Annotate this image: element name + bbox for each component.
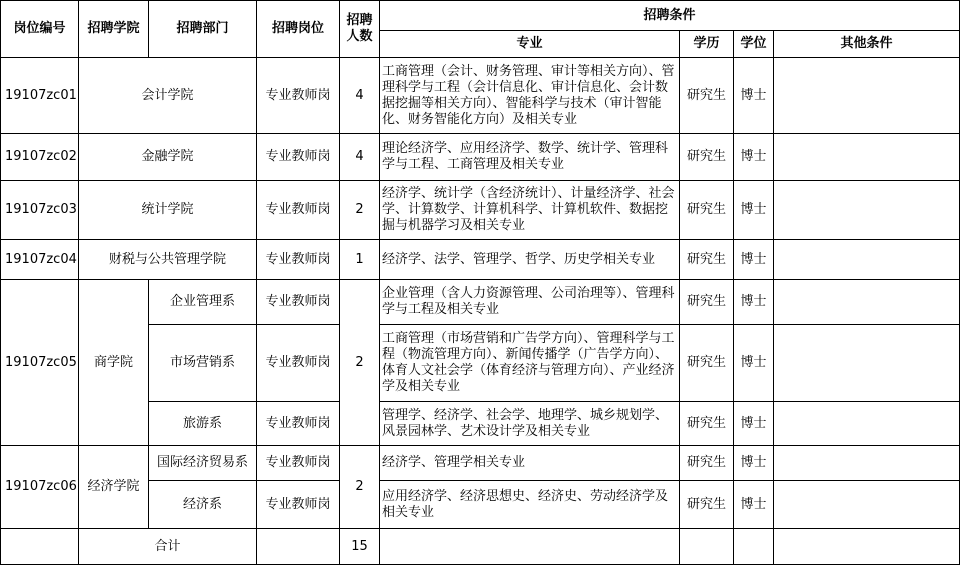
position: 专业教师岗 [257,58,340,134]
degree: 博士 [734,181,774,240]
major: 工商管理（市场营销和广告学方向）、管理科学与工程（物流管理方向）、新闻传播学（广告学方向）、体育人文社会学（体育经济与管理方向）、产业经济学及相关专业 [380,325,680,402]
count: 2 [340,181,380,240]
other-conditions [774,240,960,280]
major: 工商管理（会计、财务管理、审计等相关方向）、管理科学与工程（会计信息化、审计信息化、会计数据挖掘等相关方向）、智能科学与技术（审计智能化、财务智能化方向）及相关专业 [380,58,680,134]
total-row [1,529,960,565]
education: 研究生 [680,181,734,240]
header-college: 招聘学院 [79,1,149,58]
other-conditions [774,446,960,481]
major: 经济学、法学、管理学、哲学、历史学相关专业 [380,240,680,280]
department: 经济系 [149,481,257,529]
college: 会计学院 [79,58,257,134]
position: 专业教师岗 [257,325,340,402]
other-conditions [774,481,960,529]
degree: 博士 [734,325,774,402]
education: 研究生 [680,402,734,446]
education: 研究生 [680,446,734,481]
major: 企业管理（含人力资源管理、公司治理等）、管理科学与工程及相关专业 [380,280,680,325]
education: 研究生 [680,325,734,402]
header-post-code: 岗位编号 [1,1,79,58]
degree: 博士 [734,446,774,481]
college: 经济学院 [79,446,149,529]
department: 企业管理系 [149,280,257,325]
post-code: 19107zc03 [1,181,79,240]
table-row [1,58,960,134]
header-education: 学历 [680,31,734,58]
other-conditions [774,181,960,240]
other-conditions [774,134,960,181]
table-row [1,181,960,240]
position: 专业教师岗 [257,481,340,529]
degree: 博士 [734,402,774,446]
total-empty-cell [680,529,734,565]
college: 统计学院 [79,181,257,240]
education: 研究生 [680,280,734,325]
post-code: 19107zc02 [1,134,79,181]
degree: 博士 [734,58,774,134]
header-degree: 学位 [734,31,774,58]
total-empty-cell [734,529,774,565]
major: 管理学、经济学、社会学、地理学、城乡规划学、风景园林学、艺术设计学及相关专业 [380,402,680,446]
department: 国际经济贸易系 [149,446,257,481]
other-conditions [774,280,960,325]
college: 财税与公共管理学院 [79,240,257,280]
post-code: 19107zc01 [1,58,79,134]
count: 1 [340,240,380,280]
other-conditions [774,325,960,402]
degree: 博士 [734,481,774,529]
post-code: 19107zc04 [1,240,79,280]
position: 专业教师岗 [257,280,340,325]
education: 研究生 [680,481,734,529]
header-other: 其他条件 [774,31,960,58]
header-major: 专业 [380,31,680,58]
total-empty-cell [1,529,79,565]
other-conditions [774,58,960,134]
degree: 博士 [734,240,774,280]
total-empty-cell [257,529,340,565]
header-position: 招聘岗位 [257,1,340,58]
count: 2 [340,280,380,446]
college: 金融学院 [79,134,257,181]
post-code: 19107zc05 [1,280,79,446]
header-department: 招聘部门 [149,1,257,58]
count: 4 [340,58,380,134]
total-label: 合计 [79,529,257,565]
college: 商学院 [79,280,149,446]
post-code: 19107zc06 [1,446,79,529]
department: 市场营销系 [149,325,257,402]
education: 研究生 [680,58,734,134]
department: 旅游系 [149,402,257,446]
total-empty-cell [774,529,960,565]
other-conditions [774,402,960,446]
table-row [1,134,960,181]
position: 专业教师岗 [257,134,340,181]
education: 研究生 [680,134,734,181]
degree: 博士 [734,280,774,325]
count: 4 [340,134,380,181]
degree: 博士 [734,134,774,181]
table-row [1,446,960,481]
position: 专业教师岗 [257,240,340,280]
header-count: 招聘人数 [340,1,380,58]
position: 专业教师岗 [257,181,340,240]
education: 研究生 [680,240,734,280]
position: 专业教师岗 [257,446,340,481]
major: 经济学、管理学相关专业 [380,446,680,481]
position: 专业教师岗 [257,402,340,446]
total-empty-cell [380,529,680,565]
count: 2 [340,446,380,529]
major: 理论经济学、应用经济学、数学、统计学、管理科学与工程、工商管理及相关专业 [380,134,680,181]
table-row [1,240,960,280]
header-conditions: 招聘条件 [380,1,960,31]
table-row [1,280,960,325]
total-count: 15 [340,529,380,565]
major: 应用经济学、经济思想史、经济史、劳动经济学及相关专业 [380,481,680,529]
major: 经济学、统计学（含经济统计）、计量经济学、社会学、计算数学、计算机科学、计算机软件、数据挖掘与机器学习及相关专业 [380,181,680,240]
